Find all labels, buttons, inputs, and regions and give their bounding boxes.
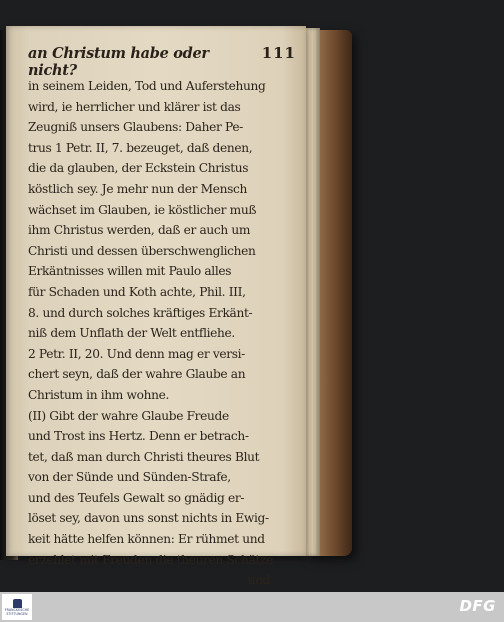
page-header	[28, 44, 296, 79]
text-line: trus 1 Petr. II, 7. bezeuget, daß denen,	[28, 140, 253, 155]
text-line: Zeugniß unsers Glaubens: Daher Pe-	[28, 120, 243, 135]
text-line: Christum in ihm wohne.	[28, 387, 169, 402]
text-line: (II) Gibt der wahre Glaube Freude	[28, 408, 229, 423]
text-line: Christi und dessen überschwenglichen	[28, 243, 256, 258]
text-line: ihm Christus werden, daß er auch um	[28, 223, 251, 238]
text-line: tet, daß man durch Christi theures Blut	[28, 449, 260, 464]
text-line: in seinem Leiden, Tod und Auferstehung	[28, 79, 266, 93]
text-line: und	[247, 573, 270, 588]
text-line: wächset im Glauben, ie köstlicher muß	[28, 202, 257, 217]
logo-text-line2: STIFTUNGEN	[6, 611, 28, 616]
text-line: von der Sünde und Sünden-Strafe,	[28, 470, 231, 485]
text-line: Erkäntnisses willen mit Paulo alles	[28, 264, 232, 279]
text-line: köstlich sey. Je mehr nun der Mensch	[28, 181, 247, 196]
page-text	[28, 76, 294, 591]
text-line: keit hätte helfen können: Er rühmet und	[28, 532, 265, 547]
text-line: 2 Petr. II, 20. Und denn mag er versi-	[28, 346, 245, 361]
text-line: und Trost ins Hertz. Denn er betrach-	[28, 429, 249, 444]
institution-logo[interactable]	[2, 594, 32, 620]
text-line: chert seyn, daß der wahre Glaube an	[28, 367, 246, 382]
dfg-logo[interactable]: DFG	[459, 597, 496, 615]
book-page	[6, 26, 306, 588]
running-head: an Christum habe oder nicht?	[28, 45, 209, 79]
text-line: für Schaden und Koth achte, Phil. III,	[28, 284, 246, 299]
text-line: und des Teufels Gewalt so gnädig er-	[28, 490, 245, 505]
text-line: niß dem Unflath der Welt entfliehe.	[28, 326, 235, 341]
text-line: wird, ie herrlicher und klärer ist das	[28, 99, 241, 114]
logo-mark-icon	[13, 599, 22, 608]
page-number: 111	[261, 44, 296, 62]
text-line: 8. und durch solches kräftiges Erkänt-	[28, 305, 253, 320]
text-line: erzehlet mit Freuden die theuren Schätze	[28, 552, 273, 567]
text-line: löset sey, davon uns sonst nichts in Ewig-	[28, 511, 269, 526]
text-line: die da glauben, der Eckstein Christus	[28, 161, 249, 176]
viewer-footer-bar	[0, 592, 504, 622]
logo-text-line1: FRANCKESCHE	[4, 607, 30, 612]
